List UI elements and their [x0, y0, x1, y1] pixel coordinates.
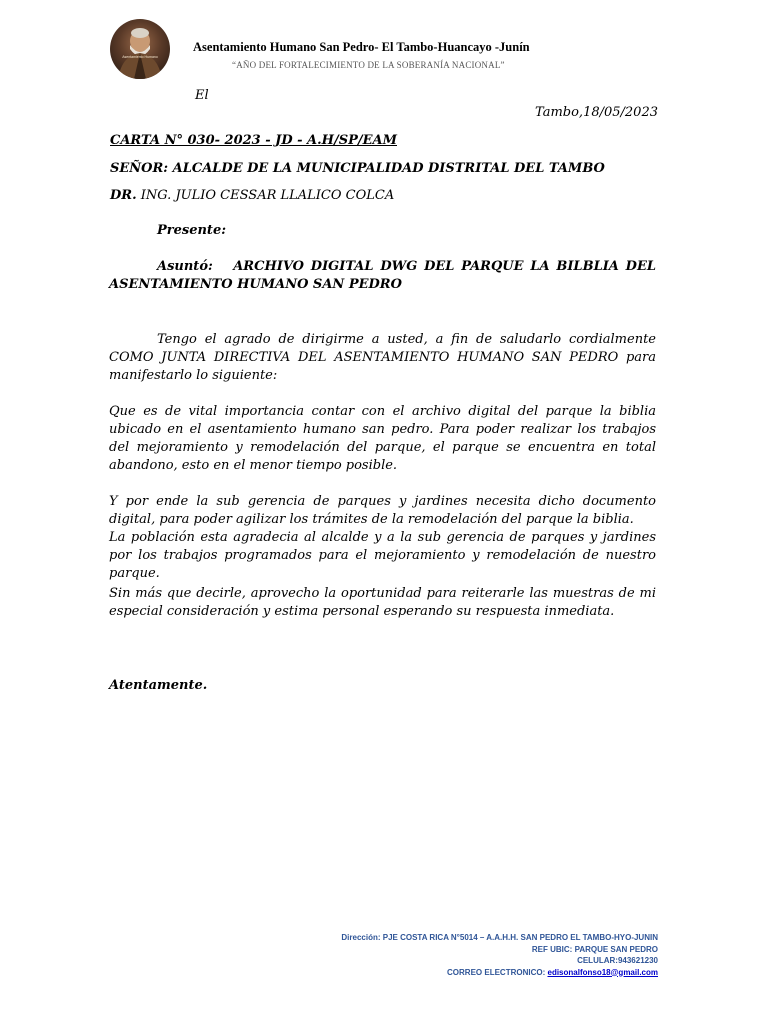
year-motto: “AÑO DEL FORTALECIMIENTO DE LA SOBERANÍA NACIONAL”	[232, 60, 505, 70]
footer-email-line	[341, 967, 658, 979]
presente-label: Presente:	[157, 223, 227, 238]
footer-phone: CELULAR:943621230	[577, 956, 658, 965]
footer-address: Dirección: PJE COSTA RICA N°5014 – A.A.H.H. SAN PEDRO EL TAMBO-HYO-JUNIN	[341, 933, 658, 942]
letter-subject	[109, 258, 656, 294]
footer-contact	[341, 932, 658, 978]
letter-reference: CARTA N° 030- 2023 - JD - A.H/SP/EAM	[110, 133, 397, 148]
addressee-title: DR.	[110, 188, 137, 203]
subject-text: ARCHIVO DIGITAL DWG DEL PARQUE LA BILBLIA DEL ASENTAMIENTO HUMANO SAN PEDRO	[109, 259, 656, 292]
addressee-name: ING. JULIO CESSAR LLALICO COLCA	[140, 188, 395, 203]
logo-caption: Asentamiento Humano	[122, 55, 158, 59]
body-paragraph-5: Sin más que decirle, aprovecho la oportunidad para reiterarle las muestras de mi especial consideración y estima personal esperando su respuesta inmediata.	[109, 586, 656, 619]
subject-label: Asuntó:	[157, 259, 213, 274]
addressee-name-line	[110, 187, 394, 205]
letter-closing: Atentamente.	[109, 678, 208, 693]
footer-email-link[interactable]: edisonalfonso18@gmail.com	[547, 967, 658, 977]
body-paragraph-3: Y por ende la sub gerencia de parques y jardines necesita dicho documento digital, para poder agilizar los trámites de la remodelación del parque la biblia.	[109, 494, 656, 527]
letter-city: El	[195, 88, 209, 103]
footer-ref: REF UBIC: PARQUE SAN PEDRO	[531, 944, 658, 954]
organization-logo	[110, 19, 170, 79]
letter-date: Tambo,18/05/2023	[535, 105, 658, 120]
body-paragraph-1: Tengo el agrado de dirigirme a usted, a fin de saludarlo cordialmente COMO JUNTA DIRECTIVA DEL ASENTAMIENTO HUMANO SAN PEDRO para manifestarlo lo siguiente:	[109, 332, 656, 383]
body-paragraph-4: La población esta agradecia al alcalde y a la sub gerencia de parques y jardines por los trabajos programados para el mejoramiento y remodelación de nuestro parque.	[109, 530, 656, 581]
body-paragraph-2: Que es de vital importancia contar con el archivo digital del parque la biblia ubicado en el asentamiento humano san pedro. Para poder realizar los trabajos del mejoramiento y remodelación del parque, el parque se encuentra en total abandono, esto en el menor tiempo posible.	[109, 404, 656, 473]
header-title: Asentamiento Humano San Pedro- El Tambo-Huancayo -Junín	[193, 40, 530, 54]
footer-email-label: CORREO ELECTRONICO:	[447, 967, 546, 977]
letter-addressee: SEÑOR: ALCALDE DE LA MUNICIPALIDAD DISTRITAL DEL TAMBO	[110, 161, 605, 176]
saint-portrait-icon	[110, 19, 170, 79]
